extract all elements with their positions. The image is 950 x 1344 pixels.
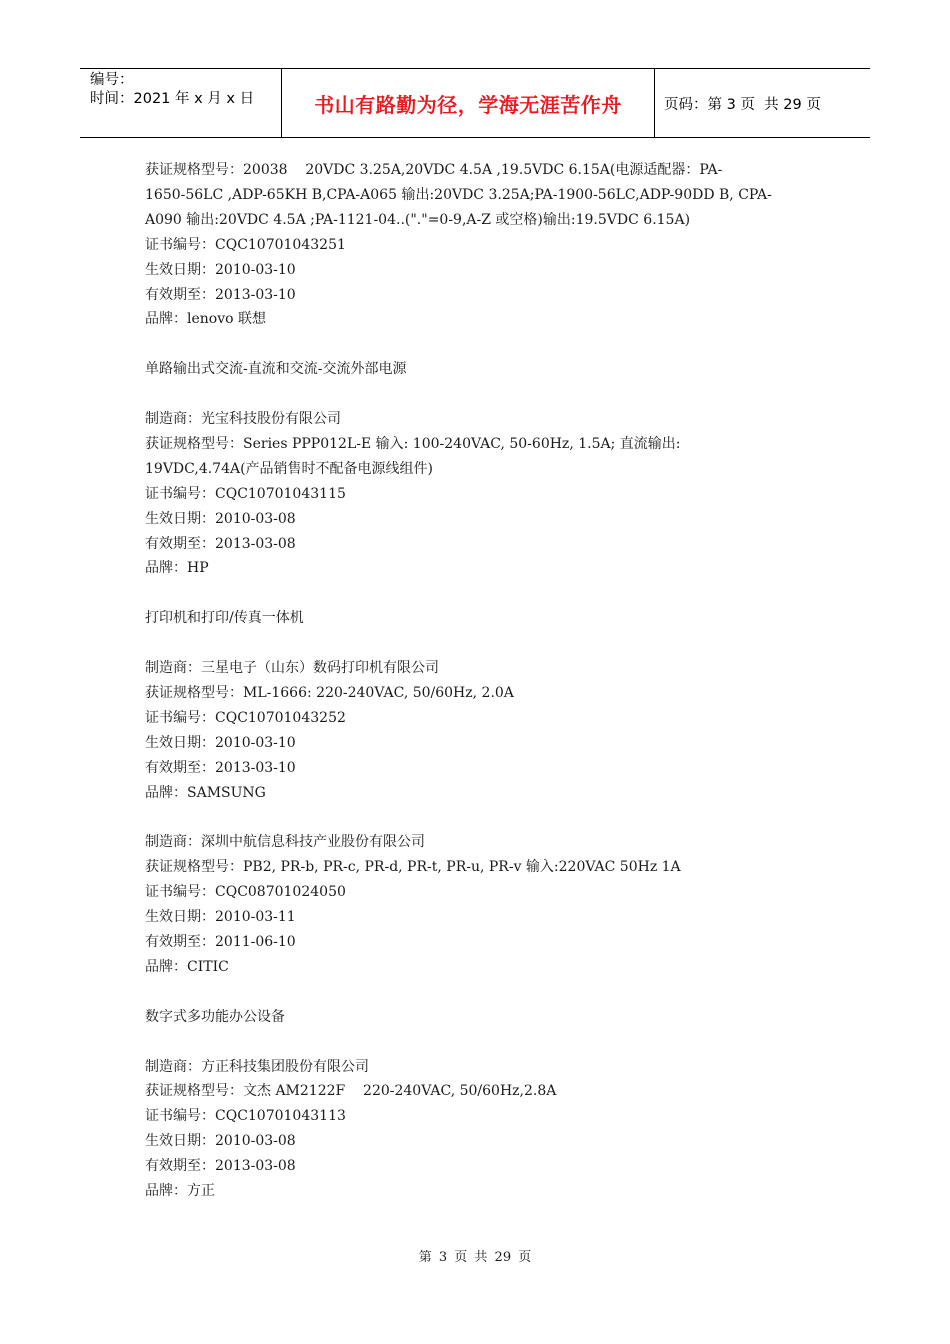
paragraph-spacer bbox=[145, 631, 805, 656]
text-line: 证书编号：CQC10701043252 bbox=[145, 709, 346, 726]
text-line: 19VDC,4.74A(产品销售时不配备电源线组件) bbox=[145, 460, 434, 477]
page-footer: 第 3 页 共 29 页 bbox=[418, 1250, 532, 1265]
text-line: 有效期至：2013-03-08 bbox=[145, 1158, 296, 1175]
text-line: 获证规格型号：PB2, PR-b, PR-c, PR-d, PR-t, PR-u, PR-v 输入:220VAC 50Hz 1A bbox=[145, 859, 681, 876]
paragraph-spacer bbox=[145, 382, 805, 407]
header-page-info: 页码：第 3 页 共 29 页 bbox=[664, 97, 821, 113]
category-heading-block bbox=[145, 1005, 805, 1030]
text-line: A090 输出:20VDC 4.5A ;PA-1121-04..("."=0-9,A-Z 或空格)输出:19.5VDC 6.15A) bbox=[145, 211, 691, 228]
certificate-entry bbox=[145, 407, 805, 581]
header-table bbox=[80, 68, 870, 138]
text-line: 证书编号：CQC10701043113 bbox=[145, 1108, 346, 1125]
header-motto: 书山有路勤为径，学海无涯苦作舟 bbox=[314, 93, 622, 117]
paragraph-spacer bbox=[145, 980, 805, 1005]
text-line: 获证规格型号：文杰 AM2122F 220-240VAC, 50/60Hz,2.8A bbox=[145, 1083, 557, 1100]
text-line: 制造商：光宝科技股份有限公司 bbox=[145, 411, 341, 428]
text-line: 有效期至：2013-03-10 bbox=[145, 286, 296, 303]
text-line: 1650-56LC ,ADP-65KH B,CPA-A065 输出:20VDC 3.25A;PA-1900-56LC,ADP-90DD B, CPA- bbox=[145, 186, 772, 203]
certificate-entry bbox=[145, 830, 805, 979]
text-line: 有效期至：2013-03-10 bbox=[145, 759, 296, 776]
text-line: 证书编号：CQC10701043115 bbox=[145, 485, 346, 502]
header-meta bbox=[90, 71, 254, 109]
text-line: 证书编号：CQC08701024050 bbox=[145, 884, 346, 901]
text-line: 数字式多功能办公设备 bbox=[145, 1008, 285, 1025]
certificate-entry bbox=[145, 158, 805, 332]
text-line: 单路输出式交流-直流和交流-交流外部电源 bbox=[145, 361, 407, 378]
text-line: 生效日期：2010-03-10 bbox=[145, 734, 296, 751]
text-line: 证书编号：CQC10701043251 bbox=[145, 236, 346, 253]
text-line: 获证规格型号：20038 20VDC 3.25A,20VDC 4.5A ,19.5VDC 6.15A(电源适配器：PA- bbox=[145, 162, 723, 178]
header-divider bbox=[654, 69, 655, 137]
text-line: 品牌：方正 bbox=[145, 1183, 215, 1200]
text-line: 生效日期：2010-03-11 bbox=[145, 909, 296, 926]
paragraph-spacer bbox=[145, 806, 805, 831]
text-line: 生效日期：2010-03-08 bbox=[145, 510, 296, 527]
text-line: 有效期至：2011-06-10 bbox=[145, 934, 296, 951]
text-line: 制造商：深圳中航信息科技产业股份有限公司 bbox=[145, 834, 425, 851]
document-body bbox=[145, 158, 805, 1204]
text-line: 打印机和打印/传真一体机 bbox=[145, 610, 304, 627]
certificate-entry bbox=[145, 1055, 805, 1204]
paragraph-spacer bbox=[145, 581, 805, 606]
paragraph-spacer bbox=[145, 1030, 805, 1055]
text-line: 制造商：方正科技集团股份有限公司 bbox=[145, 1058, 369, 1075]
document-time-label: 时间：2021 年 x 月 x 日 bbox=[90, 91, 255, 107]
text-line: 有效期至：2013-03-08 bbox=[145, 535, 296, 552]
category-heading-block bbox=[145, 357, 805, 382]
text-line: 品牌：HP bbox=[145, 560, 209, 577]
paragraph-spacer bbox=[145, 332, 805, 357]
text-line: 生效日期：2010-03-10 bbox=[145, 261, 296, 278]
text-line: 获证规格型号：Series PPP012L-E 输入: 100-240VAC, 50-60Hz, 1.5A; 直流输出: bbox=[145, 435, 681, 452]
category-heading-block bbox=[145, 606, 805, 631]
text-line: 品牌：lenovo 联想 bbox=[145, 311, 266, 328]
text-line: 获证规格型号：ML-1666: 220-240VAC, 50/60Hz, 2.0A bbox=[145, 684, 514, 701]
text-line: 制造商：三星电子（山东）数码打印机有限公司 bbox=[145, 660, 439, 677]
document-number-label: 编号： bbox=[90, 72, 134, 88]
certificate-entry bbox=[145, 656, 805, 805]
text-line: 品牌：CITIC bbox=[145, 958, 229, 975]
text-line: 品牌：SAMSUNG bbox=[145, 784, 266, 801]
text-line: 生效日期：2010-03-08 bbox=[145, 1133, 296, 1150]
